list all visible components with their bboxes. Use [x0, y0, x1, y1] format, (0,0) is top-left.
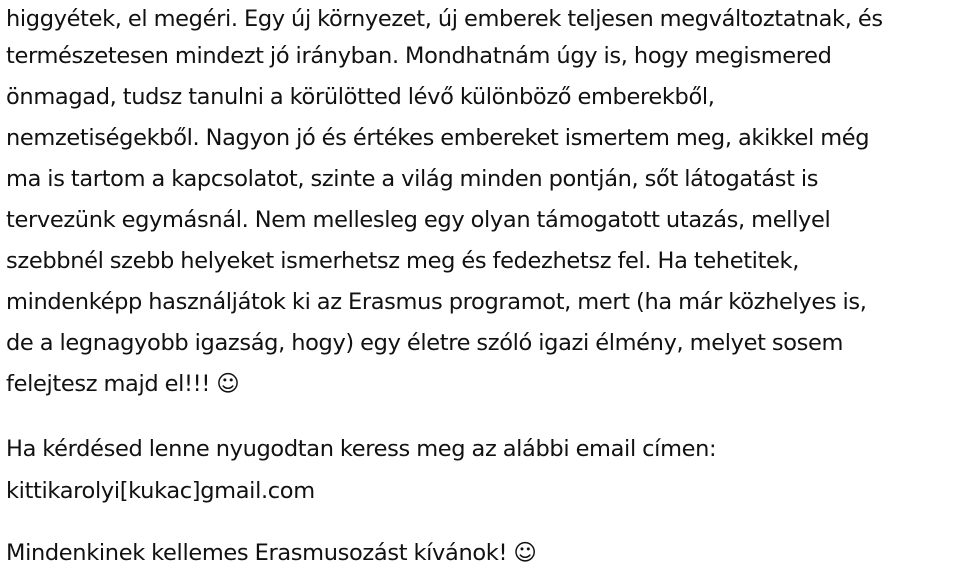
closing-line: Mindenkinek kellemes Erasmusozást kívánok! ☺ — [6, 540, 537, 566]
email-address: kittikarolyi[kukac]gmail.com — [6, 478, 315, 504]
contact-line: Ha kérdésed lenne nyugodtan keress meg az alábbi email címen: — [6, 436, 717, 462]
text-line: természetesen mindezt jó irányban. Mondhatnám úgy is, hogy megismered — [6, 43, 832, 69]
text-line: szebbnél szebb helyeket ismerhetsz meg és fedezhetsz fel. Ha tehetitek, — [6, 248, 800, 274]
text-line: önmagad, tudsz tanulni a körülötted lévő különböző emberekből, — [6, 84, 715, 110]
text-line: tervezünk egymásnál. Nem mellesleg egy olyan támogatott utazás, mellyel — [6, 207, 831, 233]
text-line: nemzetiségekből. Nagyon jó és értékes embereket ismertem meg, akikkel még — [6, 125, 870, 151]
text-line: mindenképp használjátok ki az Erasmus programot, mert (ha már közhelyes is, — [6, 289, 867, 315]
text-line: felejtesz majd el!!! ☺ — [6, 371, 240, 397]
text-line: ma is tartom a kapcsolatot, szinte a világ minden pontján, sőt látogatást is — [6, 166, 819, 192]
text-line: higgyétek, el megéri. Egy új környezet, új emberek teljesen megváltoztatnak, és — [6, 6, 883, 32]
text-line: de a legnagyobb igazság, hogy) egy életre szóló igazi élmény, melyet sosem — [6, 330, 844, 356]
